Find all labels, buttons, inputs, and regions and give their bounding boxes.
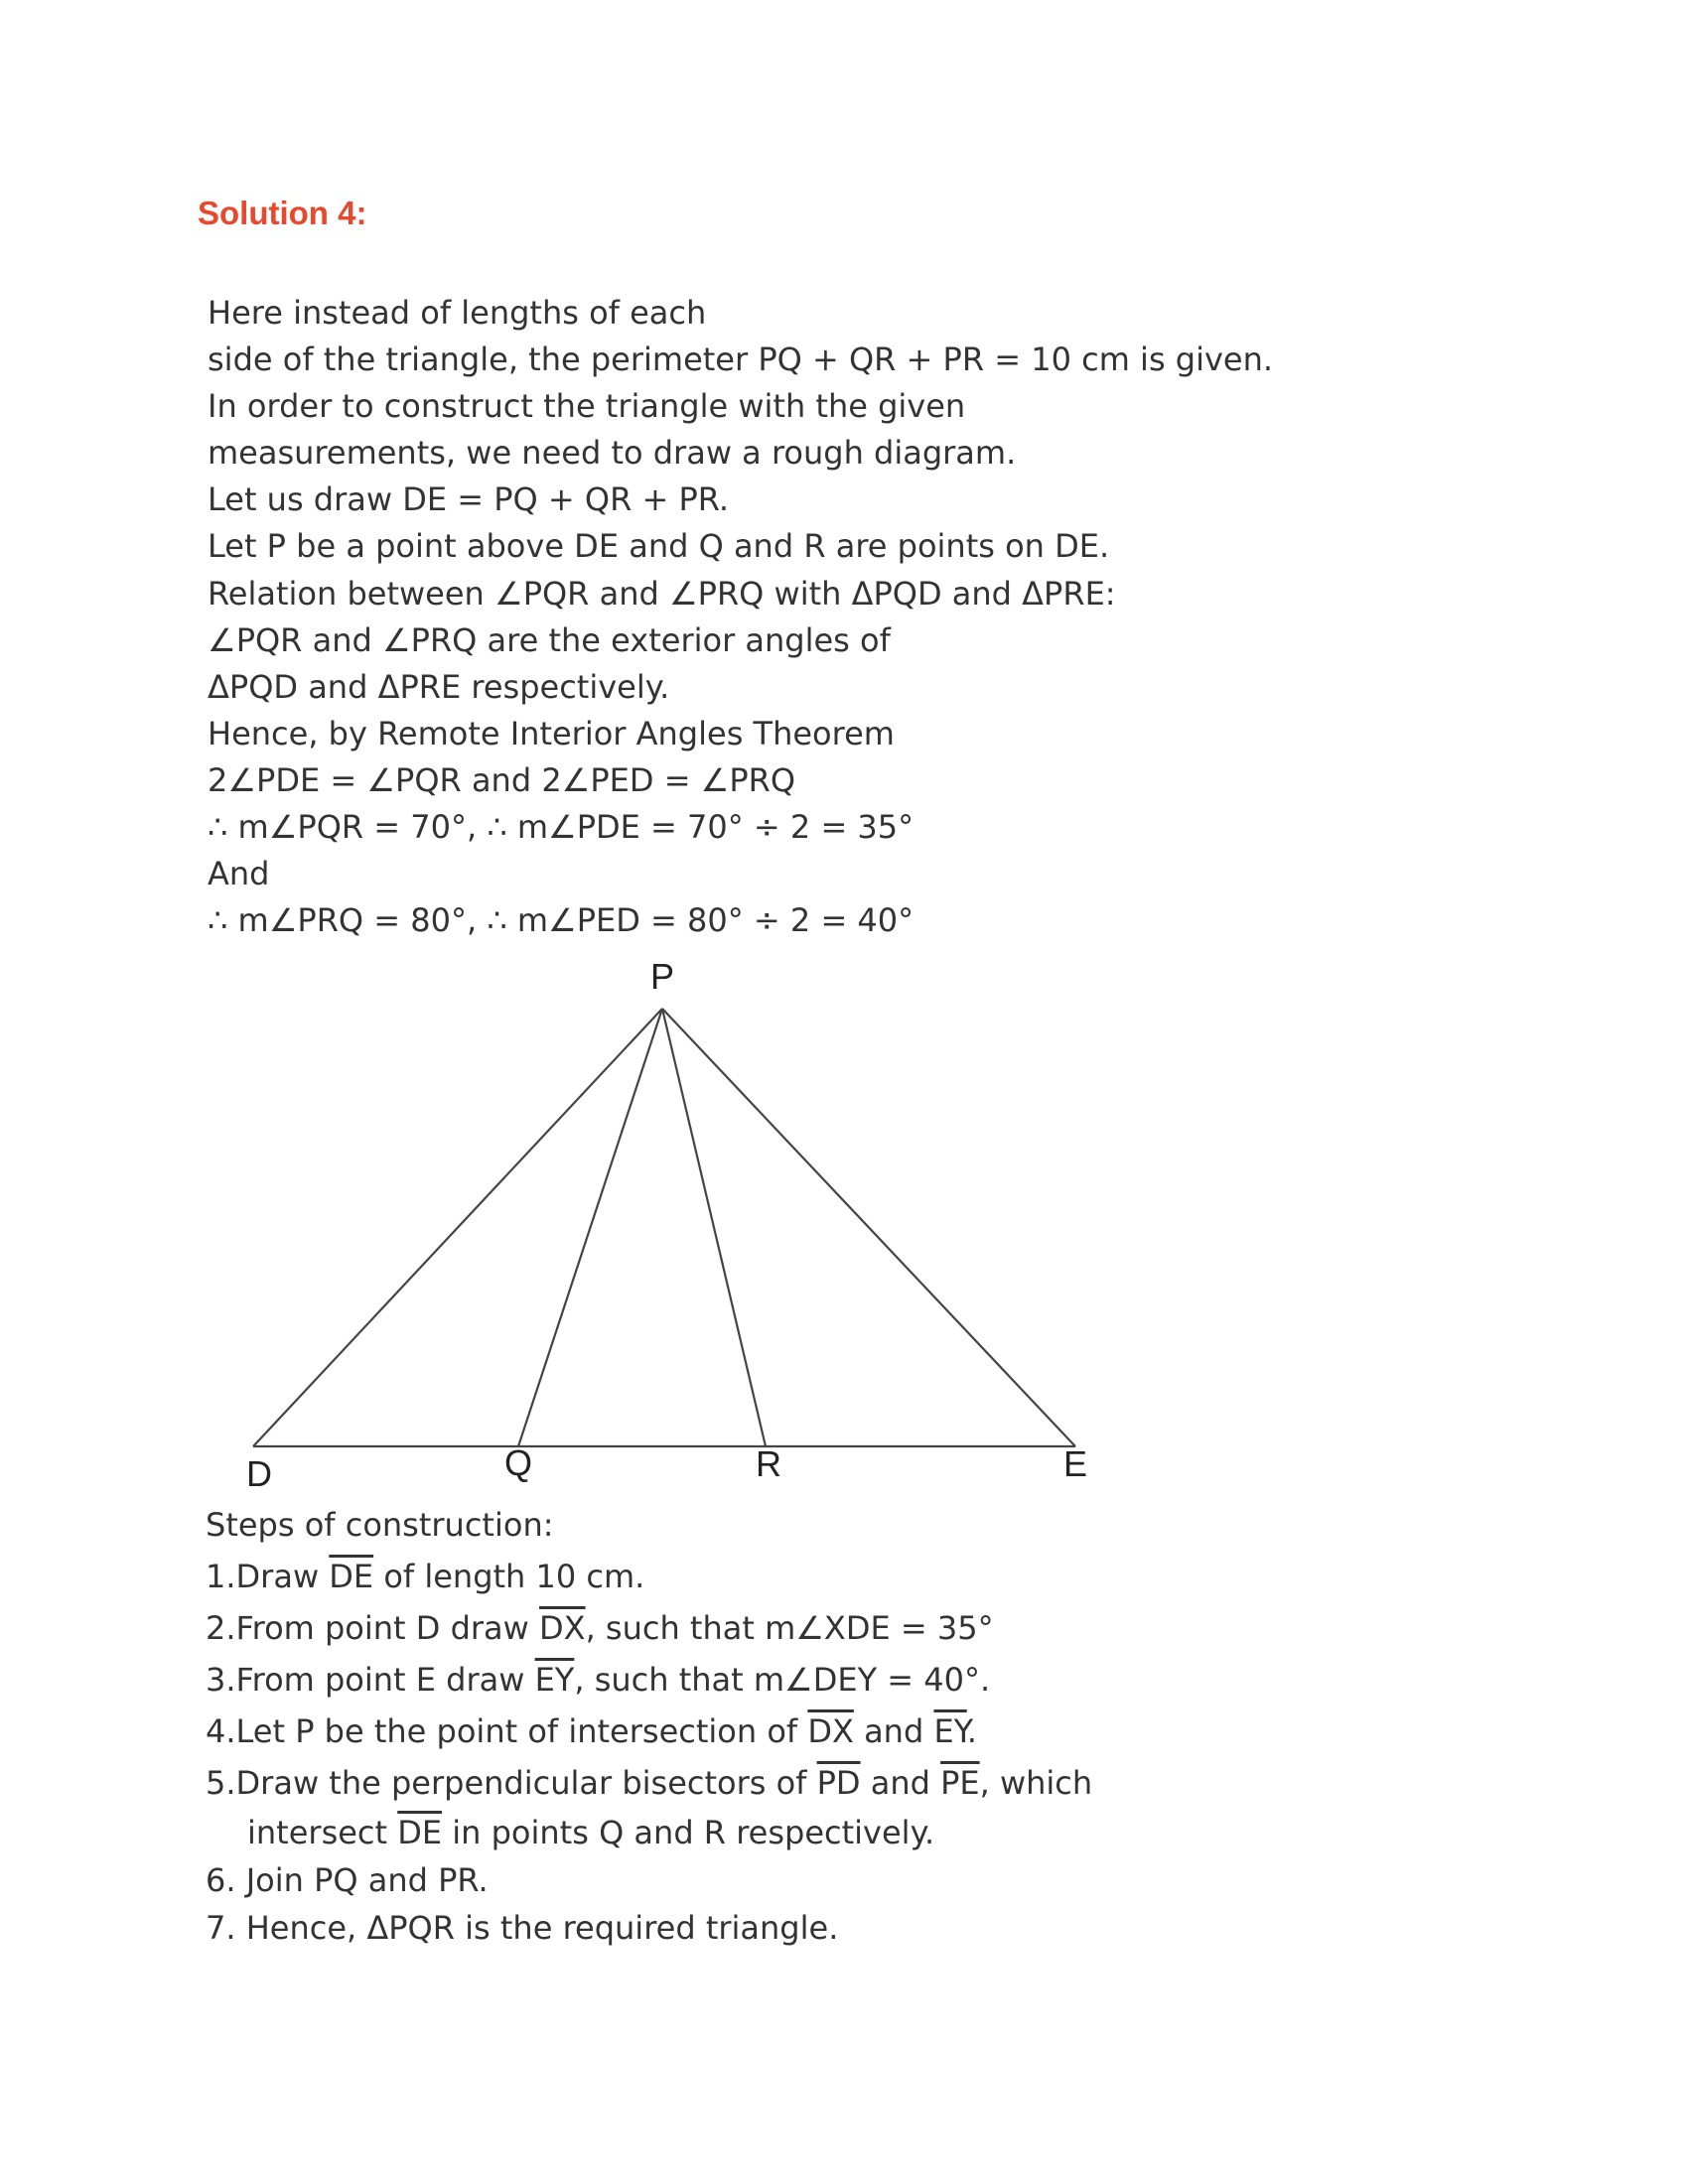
step-text: in points Q and R respectively. xyxy=(442,1814,935,1851)
step-text: , such that m∠XDE = 35° xyxy=(585,1609,994,1647)
step-text: and xyxy=(853,1712,934,1750)
explanation-line: 2∠PDE = ∠PQR and 2∠PED = ∠PRQ xyxy=(208,760,796,799)
step-6: 6. Join PQ and PR. xyxy=(206,1861,489,1899)
explanation-line: In order to construct the triangle with the given xyxy=(208,387,966,426)
step-2 xyxy=(206,1602,1397,1654)
explanation-paragraph xyxy=(208,290,1399,944)
step-text: of length 10 cm. xyxy=(373,1558,645,1595)
step-text: , such that m∠DEY = 40°. xyxy=(574,1661,991,1699)
step-text: , which xyxy=(979,1764,1093,1802)
step-text: intersect xyxy=(247,1814,398,1851)
step-7: 7. Hence, ΔPQR is the required triangle. xyxy=(206,1909,839,1947)
explanation-line: Here instead of lengths of each xyxy=(208,294,707,332)
segment-pr xyxy=(662,1009,766,1446)
point-label-p: P xyxy=(650,956,675,997)
segment-notation: $\overline{DE}$ xyxy=(329,1558,374,1595)
steps-title: Steps of construction: xyxy=(206,1506,554,1544)
explanation-line: measurements, we need to draw a rough diagram. xyxy=(208,434,1017,473)
explanation-line: Relation between ∠PQR and ∠PRQ with ΔPQD and ΔPRE: xyxy=(208,574,1116,613)
point-label-d: D xyxy=(246,1453,272,1494)
explanation-line: ∠PQR and ∠PRQ are the exterior angles of xyxy=(208,620,891,659)
ray-notation: $\overline{EY}$ xyxy=(534,1661,575,1699)
step-text: 3.From point E draw xyxy=(206,1661,535,1699)
step-text: 5.Draw the perpendicular bisectors of xyxy=(206,1764,817,1802)
step-1 xyxy=(206,1551,1397,1602)
explanation-line: ∴ m∠PQR = 70°, ∴ m∠PDE = 70° ÷ 2 = 35° xyxy=(208,808,914,847)
solution-heading: Solution 4: xyxy=(198,195,367,231)
step-5 xyxy=(206,1757,1397,1809)
step-text: 4.Let P be the point of intersection of xyxy=(206,1712,808,1750)
explanation-line: Let us draw DE = PQ + QR + PR. xyxy=(208,480,730,519)
explanation-line: ΔPQD and ΔPRE respectively. xyxy=(208,667,670,706)
explanation-line: side of the triangle, the perimeter PQ + QR + PR = 10 cm is given. xyxy=(208,341,1274,379)
explanation-line: Hence, by Remote Interior Angles Theorem xyxy=(208,714,895,752)
step-4 xyxy=(206,1706,1397,1757)
step-3 xyxy=(206,1654,1397,1706)
step-text: and xyxy=(860,1764,941,1802)
explanation-line: Let P be a point above DE and Q and R are points on DE. xyxy=(208,527,1110,566)
explanation-line: ∴ m∠PRQ = 80°, ∴ m∠PED = 80° ÷ 2 = 40° xyxy=(208,901,914,940)
step-text: 2.From point D draw xyxy=(206,1609,539,1647)
triangle-diagram xyxy=(238,953,1132,1499)
ray-notation: $\overline{DX}$ xyxy=(539,1609,586,1647)
segment-pd xyxy=(253,1009,662,1446)
point-label-r: R xyxy=(756,1443,781,1484)
segment-pq xyxy=(518,1009,662,1446)
explanation-line: And xyxy=(208,855,270,893)
segment-notation: $\overline{PD}$ xyxy=(816,1764,861,1802)
step-text: 1.Draw xyxy=(206,1558,330,1595)
point-label-e: E xyxy=(1063,1443,1088,1484)
segment-notation: $\overline{DE}$ xyxy=(397,1814,443,1851)
point-label-q: Q xyxy=(504,1442,533,1483)
segment-notation: $\overline{PE}$ xyxy=(940,1764,980,1802)
step-text: . xyxy=(966,1712,977,1750)
step-5-continued xyxy=(206,1809,1397,1856)
segment-pe xyxy=(662,1009,1075,1446)
ray-notation: $\overline{EY}$ xyxy=(933,1712,967,1750)
ray-notation: $\overline{DX}$ xyxy=(807,1712,854,1750)
construction-steps xyxy=(206,1499,1397,1952)
